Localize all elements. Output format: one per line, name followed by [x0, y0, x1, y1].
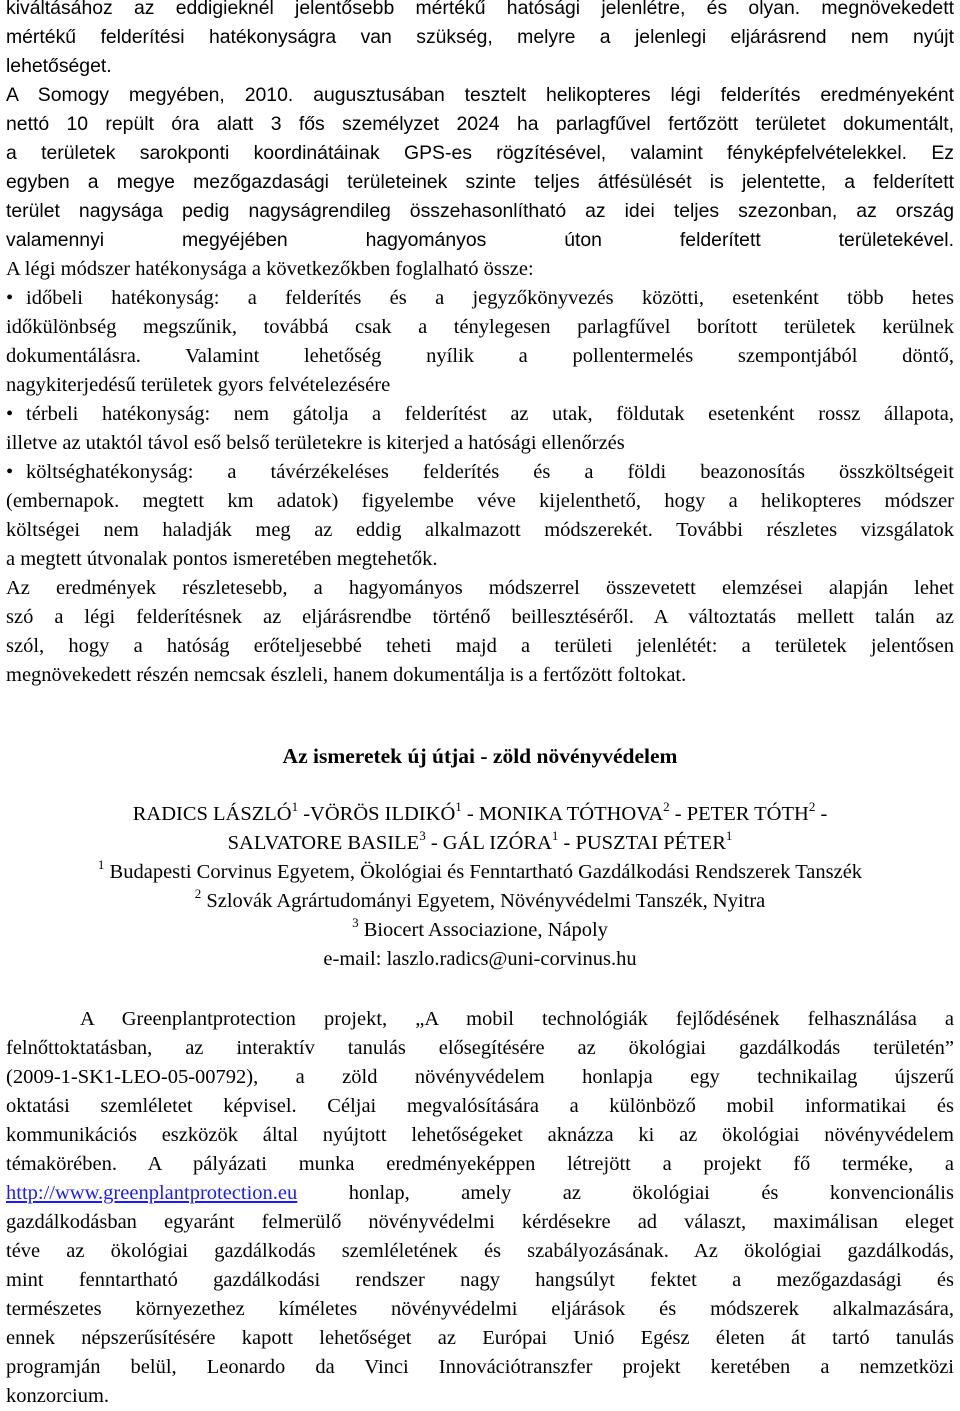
affiliation-3: $^3$ Biocert Associazione, Nápoly: [352, 915, 608, 941]
author-line: RADICS LÁSZLÓ$^1$ -VÖRÖS ILDIKÓ$^1$ - MONIKA TÓTHOVA$^2$ - PETER TÓTH$^2$ -: [132, 799, 828, 825]
text-line: felnőttoktatásban, az interaktív tanulás elősegítésére az ökológiai gazdálkodás területén”: [6, 1037, 954, 1059]
article-title: Az ismeretek új útjai - zöld növényvédelem: [282, 744, 678, 768]
text-line: terület nagysága pedig nagyságrendileg összehasonlítható az idei teljes szezonban, az ország: [6, 200, 954, 222]
text-line: téve az ökológiai gazdálkodás szemléletének és szabályozásának. Az ökológiai gazdálkodás,: [6, 1240, 954, 1262]
text-line: témakörében. A pályázati munka eredményeképpen létrejött a projekt fő terméke, a: [6, 1153, 954, 1175]
text-line: lehetőséget.: [6, 55, 112, 77]
text-line: konzorcium.: [6, 1385, 110, 1407]
text-line: ennek népszerűsítésére kapott lehetőséget az Európai Unió Egész életen át tartó tanulás: [6, 1327, 954, 1349]
author-block: [0, 800, 960, 974]
bullet-icon: •: [6, 403, 14, 425]
text-line: költségei nem haladják meg az eddig alkalmazott módszerekét. További részletes vizsgálatok: [6, 519, 954, 541]
text-line: kiváltásához az eddigieknél jelentősebb mértékű hatósági jelenlétre, és olyan. megnövekedett: [6, 0, 954, 19]
text-line: http://www.greenplantprotection.eu honlap, amely az ökológiai és konvencionális: [6, 1182, 954, 1204]
bullet-icon: •: [6, 287, 14, 309]
text-line: programján belül, Leonardo da Vinci Innovációtranszfer projekt keretében a nemzetközi: [6, 1356, 954, 1378]
text-line: A Greenplantprotection projekt, „A mobil technológiák fejlődésének felhasználása a: [80, 1008, 954, 1030]
bullet-item-line: • időbeli hatékonyság: a felderítés és a jegyzőkönyvezés közötti, esetenként több hetes: [6, 284, 954, 313]
article-body: [6, 1005, 954, 1411]
bullet-item-line: • térbeli hatékonyság: nem gátolja a felderítést az utak, földutak esetenként rossz állapota,: [6, 400, 954, 429]
serif-text-section: [6, 255, 954, 690]
text-line: egyben a megye mezőgazdasági területeinek szinte teljes átfésülését is jelentette, a felderített: [6, 171, 954, 193]
affiliation-2: $^2$ Szlovák Agrártudományi Egyetem, Növényvédelmi Tanszék, Nyitra: [194, 886, 766, 912]
affiliation-1: $^1$ Budapesti Corvinus Egyetem, Ökológiai és Fenntartható Gazdálkodási Rendszerek Tanszék: [97, 857, 863, 883]
text-line: (2009-1-SK1-LEO-05-00792), a zöld növényvédelem honlapja egy technikailag újszerű: [6, 1066, 954, 1088]
text-line: természetes környezethez kíméletes növényvédelmi eljárások és módszerek alkalmazására,: [6, 1298, 954, 1320]
text-line: illetve az utaktól távol eső belső területekre is kiterjed a hatósági ellenőrzés: [6, 432, 625, 454]
text-line: szól, hogy a hatóság erőteljesebbé teheti majd a területi jelenlétét: a területek jelentősen: [6, 635, 954, 657]
text-line: nagykiterjedésű területek gyors felvételezésére: [6, 374, 391, 396]
text-line: nettó 10 repült óra alatt 3 fős személyzet 2024 ha parlagfűvel fertőzött területet dokumentált,: [6, 113, 954, 135]
text-line: valamennyi megyéjében hagyományos úton felderített területekével.: [6, 229, 954, 251]
text-line: kommunikációs eszközök által nyújtott lehetőségeket aknázza ki az ökológiai növényvédelem: [6, 1124, 954, 1146]
sans-text-section: [6, 0, 954, 255]
author-email: e-mail: laszlo.radics@uni-corvinus.hu: [323, 948, 637, 970]
text-line: gazdálkodásban egyaránt felmerülő növényvédelmi kérdésekre ad választ, maximálisan eleget: [6, 1211, 954, 1233]
text-line: A Somogy megyében, 2010. augusztusában tesztelt helikopteres légi felderítés eredményeként: [6, 84, 954, 106]
list-intro: A légi módszer hatékonysága a következőkben foglalható össze:: [6, 258, 534, 280]
text-line: szó a légi felderítésnek az eljárásrendbe történő beillesztéséről. A változtatás mellett talán az: [6, 606, 954, 628]
text-line: oktatási szemléletet képvisel. Céljai megvalósítására a különböző mobil informatikai és: [6, 1095, 954, 1117]
text-line: megnövekedett részén nemcsak észleli, hanem dokumentálja is a fertőzött foltokat.: [6, 664, 687, 686]
text-line: dokumentálásra. Valamint lehetőség nyílik a pollentermelés szempontjából döntő,: [6, 345, 954, 367]
text-line: a területek sarokponti koordinátáinak GPS-es rögzítésével, valamint fényképfelvételekkel. Ez: [6, 142, 954, 164]
author-line: SALVATORE BASILE$^3$ - GÁL IZÓRA$^1$ - PUSZTAI PÉTER$^1$: [227, 828, 733, 854]
bullet-icon: •: [6, 461, 14, 483]
text-line: mint fenntartható gazdálkodási rendszer nagy hangsúlyt fektet a mezőgazdasági és: [6, 1269, 954, 1291]
text-line: a megtett útvonalak pontos ismeretében megtehetők.: [6, 548, 438, 570]
project-link[interactable]: http://www.greenplantprotection.eu: [6, 1182, 298, 1204]
bullet-item-line: • költséghatékonyság: a távérzékeléses felderítés és a földi beazonosítás összköltségeit: [6, 458, 954, 487]
text-line: Az eredmények részletesebb, a hagyományos módszerrel összevetett elemzései alapján lehet: [6, 577, 954, 599]
text-line: (embernapok. megtett km adatok) figyelembe véve kijelenthető, hogy a helikopteres módszer: [6, 490, 954, 512]
text-line: időkülönbség megszűnik, továbbá csak a ténylegesen parlagfűvel borított területek kerülnek: [6, 316, 954, 338]
text-line: mértékű felderítési hatékonyságra van szükség, melyre a jelenlegi eljárásrend nem nyújt: [6, 26, 954, 48]
